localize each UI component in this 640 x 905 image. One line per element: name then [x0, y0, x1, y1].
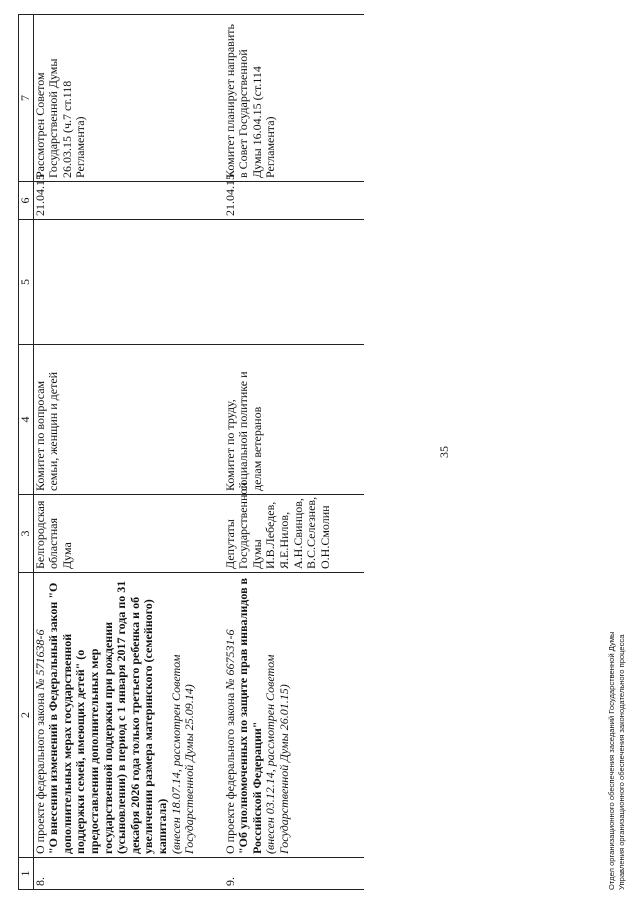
- column-header: 3: [19, 495, 34, 573]
- bill-description: [33, 573, 224, 858]
- bill-number: № 571638-6: [32, 629, 47, 690]
- bill-name: "Об уполномоченных по защите прав инвалидов в Российской Федерации": [236, 577, 264, 854]
- bill-introduced: (внесен 18.07.14, рассмотрен Советом Государственной Думы 25.09.14): [168, 654, 197, 854]
- table-header-row: [19, 15, 34, 890]
- responsible-committee: Комитет по вопросам семьи, женщин и детей: [33, 345, 224, 495]
- bill-title-prefix: О проекте федерального закона: [222, 689, 237, 854]
- column-5-value: [33, 220, 224, 345]
- column-header: 6: [19, 182, 34, 220]
- column-5-value: [224, 220, 364, 345]
- column-header: 4: [19, 345, 34, 495]
- row-number: 8.: [33, 858, 224, 890]
- table-row: [224, 15, 364, 890]
- footer-line-department: Отдел организационного обеспечения заседаний Государственной Думы: [607, 631, 616, 890]
- responsible-committee: Комитет по труду, социальной политике и делам ветеранов: [224, 345, 364, 495]
- bill-number: № 667531-6: [222, 629, 237, 690]
- bill-initiator: Белгородская областная Дума: [33, 495, 224, 573]
- footer-line-directorate: Управления организационного обеспечения законодательного процесса: [616, 634, 626, 890]
- bill-status: Рассмотрен Советом Государственной Думы 26.03.15 (ч.7 ст.118 Регламента): [33, 15, 224, 182]
- column-header: 5: [19, 220, 34, 345]
- bill-description: [224, 573, 364, 858]
- consideration-date: 21.04.15: [224, 182, 364, 220]
- bill-status: Комитет планирует направить в Совет Государственной Думы 16.04.15 (ст.114 Регламента): [224, 15, 364, 182]
- bill-name: "О внесении изменений в Федеральный закон "О дополнительных мерах государственной поддержки семей, имеющих детей" (о предоставлении дополнительных мер государственной поддержки при рождении (усыновлении) в период с 1 января 2017 года по 31 декабря 2026 года только третьего ребенка и об увеличении размера материнского (семейного) капитала): [46, 580, 169, 854]
- table-row: [33, 15, 224, 890]
- bills-table: [18, 14, 364, 890]
- bill-title-prefix: О проекте федерального закона: [32, 689, 47, 854]
- bill-introduced: (внесен 03.12.14, рассмотрен Советом Государственной Думы 26.01.15): [263, 654, 291, 854]
- consideration-date: 21.04.15: [33, 182, 224, 220]
- row-number: 9.: [224, 858, 364, 890]
- page-number: 35: [437, 446, 451, 458]
- bill-initiator: Депутаты Государственной Думы И.В.Лебедев, Я.Е.Нилов, А.Н.Свинцов, В.С.Селезнев, О.Н.Смолин: [224, 495, 364, 573]
- page-footer: [607, 632, 626, 890]
- column-header: 2: [19, 573, 34, 858]
- column-header: 7: [19, 15, 34, 182]
- column-header: 1: [19, 858, 34, 890]
